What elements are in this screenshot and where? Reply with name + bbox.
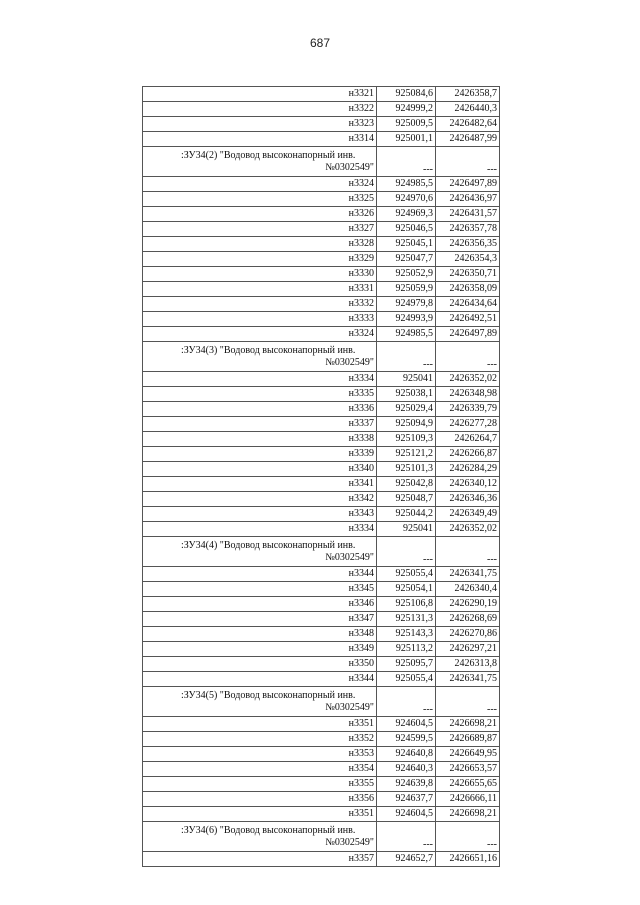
point-id-cell: н3321	[143, 87, 377, 102]
x-coordinate-cell: 925055,4	[377, 567, 436, 582]
section-title-line1: :ЗУ34(2) "Водовод высоконапорный инв.	[181, 149, 356, 161]
point-id-cell: н3352	[143, 732, 377, 747]
y-coordinate-cell: 2426268,69	[436, 612, 500, 627]
point-id-cell: н3346	[143, 597, 377, 612]
coordinates-table	[142, 86, 500, 867]
point-id-cell: н3334	[143, 372, 377, 387]
section-dash-x: ---	[377, 687, 436, 717]
point-id-cell: н3345	[143, 582, 377, 597]
y-coordinate-cell: 2426653,57	[436, 762, 500, 777]
y-coordinate-cell: 2426651,16	[436, 852, 500, 867]
y-coordinate-cell: 2426698,21	[436, 717, 500, 732]
point-id-cell: н3326	[143, 207, 377, 222]
section-dash-x: ---	[377, 342, 436, 372]
section-title	[143, 342, 377, 372]
x-coordinate-cell: 924999,2	[377, 102, 436, 117]
table-row	[143, 222, 500, 237]
point-id-cell: н3351	[143, 717, 377, 732]
table-row	[143, 252, 500, 267]
section-dash-x: ---	[377, 822, 436, 852]
point-id-cell: н3335	[143, 387, 377, 402]
table-row	[143, 177, 500, 192]
section-title-line1: :ЗУ34(6) "Водовод высоконапорный инв.	[181, 824, 356, 836]
x-coordinate-cell: 925143,3	[377, 627, 436, 642]
table-row	[143, 492, 500, 507]
y-coordinate-cell: 2426440,3	[436, 102, 500, 117]
section-header-row	[143, 342, 500, 372]
x-coordinate-cell: 925059,9	[377, 282, 436, 297]
x-coordinate-cell: 925047,7	[377, 252, 436, 267]
table-row	[143, 417, 500, 432]
section-dash-y: ---	[436, 822, 500, 852]
point-id-cell: н3332	[143, 297, 377, 312]
table-row	[143, 297, 500, 312]
x-coordinate-cell: 925048,7	[377, 492, 436, 507]
point-id-cell: н3337	[143, 417, 377, 432]
point-id-cell: н3327	[143, 222, 377, 237]
table-row	[143, 237, 500, 252]
x-coordinate-cell: 924979,8	[377, 297, 436, 312]
section-title	[143, 687, 377, 717]
point-id-cell: н3331	[143, 282, 377, 297]
x-coordinate-cell: 925041	[377, 522, 436, 537]
table-row	[143, 582, 500, 597]
table-row	[143, 117, 500, 132]
x-coordinate-cell: 924985,5	[377, 327, 436, 342]
x-coordinate-cell: 925041	[377, 372, 436, 387]
x-coordinate-cell: 925052,9	[377, 267, 436, 282]
point-id-cell: н3349	[143, 642, 377, 657]
y-coordinate-cell: 2426649,95	[436, 747, 500, 762]
table-row	[143, 387, 500, 402]
y-coordinate-cell: 2426348,98	[436, 387, 500, 402]
table-row	[143, 792, 500, 807]
table-row	[143, 372, 500, 387]
point-id-cell: н3343	[143, 507, 377, 522]
page-number: 687	[309, 36, 331, 50]
y-coordinate-cell: 2426436,97	[436, 192, 500, 207]
table-row	[143, 807, 500, 822]
table-row	[143, 207, 500, 222]
section-title-line2: №0302549"	[325, 701, 374, 713]
table-row	[143, 267, 500, 282]
x-coordinate-cell: 924599,5	[377, 732, 436, 747]
y-coordinate-cell: 2426434,64	[436, 297, 500, 312]
section-dash-x: ---	[377, 537, 436, 567]
x-coordinate-cell: 924640,3	[377, 762, 436, 777]
x-coordinate-cell: 925009,5	[377, 117, 436, 132]
y-coordinate-cell: 2426431,57	[436, 207, 500, 222]
point-id-cell: н3351	[143, 807, 377, 822]
section-title-line2: №0302549"	[325, 551, 374, 563]
table-row	[143, 282, 500, 297]
y-coordinate-cell: 2426297,21	[436, 642, 500, 657]
point-id-cell: н3325	[143, 192, 377, 207]
y-coordinate-cell: 2426290,19	[436, 597, 500, 612]
x-coordinate-cell: 924969,3	[377, 207, 436, 222]
y-coordinate-cell: 2426689,87	[436, 732, 500, 747]
y-coordinate-cell: 2426313,8	[436, 657, 500, 672]
point-id-cell: н3338	[143, 432, 377, 447]
point-id-cell: н3353	[143, 747, 377, 762]
table-row	[143, 192, 500, 207]
x-coordinate-cell: 925131,3	[377, 612, 436, 627]
point-id-cell: н3357	[143, 852, 377, 867]
section-title	[143, 822, 377, 852]
y-coordinate-cell: 2426341,75	[436, 672, 500, 687]
coordinates-table-body	[143, 87, 500, 867]
y-coordinate-cell: 2426339,79	[436, 402, 500, 417]
x-coordinate-cell: 925106,8	[377, 597, 436, 612]
table-row	[143, 642, 500, 657]
x-coordinate-cell: 925095,7	[377, 657, 436, 672]
point-id-cell: н3344	[143, 567, 377, 582]
table-row	[143, 477, 500, 492]
section-header-row	[143, 537, 500, 567]
table-row	[143, 132, 500, 147]
y-coordinate-cell: 2426349,49	[436, 507, 500, 522]
section-dash-x: ---	[377, 147, 436, 177]
y-coordinate-cell: 2426666,11	[436, 792, 500, 807]
section-title-line2: №0302549"	[325, 161, 374, 173]
point-id-cell: н3328	[143, 237, 377, 252]
point-id-cell: н3324	[143, 327, 377, 342]
x-coordinate-cell: 925084,6	[377, 87, 436, 102]
section-title-line2: №0302549"	[325, 836, 374, 848]
section-header-row	[143, 687, 500, 717]
x-coordinate-cell: 924985,5	[377, 177, 436, 192]
table-row	[143, 597, 500, 612]
y-coordinate-cell: 2426487,99	[436, 132, 500, 147]
table-row	[143, 672, 500, 687]
x-coordinate-cell: 925001,1	[377, 132, 436, 147]
section-dash-y: ---	[436, 537, 500, 567]
x-coordinate-cell: 924993,9	[377, 312, 436, 327]
point-id-cell: н3341	[143, 477, 377, 492]
x-coordinate-cell: 924640,8	[377, 747, 436, 762]
x-coordinate-cell: 925042,8	[377, 477, 436, 492]
x-coordinate-cell: 925054,1	[377, 582, 436, 597]
point-id-cell: н3322	[143, 102, 377, 117]
x-coordinate-cell: 925121,2	[377, 447, 436, 462]
x-coordinate-cell: 925113,2	[377, 642, 436, 657]
point-id-cell: н3342	[143, 492, 377, 507]
section-title-line1: :ЗУ34(5) "Водовод высоконапорный инв.	[181, 689, 356, 701]
point-id-cell: н3355	[143, 777, 377, 792]
x-coordinate-cell: 924604,5	[377, 717, 436, 732]
y-coordinate-cell: 2426497,89	[436, 177, 500, 192]
table-row	[143, 732, 500, 747]
y-coordinate-cell: 2426340,12	[436, 477, 500, 492]
y-coordinate-cell: 2426482,64	[436, 117, 500, 132]
table-row	[143, 777, 500, 792]
y-coordinate-cell: 2426655,65	[436, 777, 500, 792]
point-id-cell: н3334	[143, 522, 377, 537]
y-coordinate-cell: 2426346,36	[436, 492, 500, 507]
table-row	[143, 747, 500, 762]
table-row	[143, 447, 500, 462]
section-dash-y: ---	[436, 147, 500, 177]
point-id-cell: н3324	[143, 177, 377, 192]
table-row	[143, 402, 500, 417]
table-row	[143, 567, 500, 582]
point-id-cell: н3330	[143, 267, 377, 282]
table-row	[143, 102, 500, 117]
x-coordinate-cell: 925045,1	[377, 237, 436, 252]
point-id-cell: н3329	[143, 252, 377, 267]
y-coordinate-cell: 2426356,35	[436, 237, 500, 252]
table-row	[143, 522, 500, 537]
point-id-cell: н3344	[143, 672, 377, 687]
section-title-line1: :ЗУ34(4) "Водовод высоконапорный инв.	[181, 539, 356, 551]
x-coordinate-cell: 924639,8	[377, 777, 436, 792]
section-dash-y: ---	[436, 342, 500, 372]
y-coordinate-cell: 2426492,51	[436, 312, 500, 327]
y-coordinate-cell: 2426350,71	[436, 267, 500, 282]
table-row	[143, 312, 500, 327]
table-row	[143, 852, 500, 867]
point-id-cell: н3314	[143, 132, 377, 147]
x-coordinate-cell: 925101,3	[377, 462, 436, 477]
point-id-cell: н3347	[143, 612, 377, 627]
table-row	[143, 627, 500, 642]
y-coordinate-cell: 2426284,29	[436, 462, 500, 477]
y-coordinate-cell: 2426270,86	[436, 627, 500, 642]
table-row	[143, 717, 500, 732]
y-coordinate-cell: 2426352,02	[436, 372, 500, 387]
table-row	[143, 432, 500, 447]
point-id-cell: н3339	[143, 447, 377, 462]
x-coordinate-cell: 924652,7	[377, 852, 436, 867]
y-coordinate-cell: 2426352,02	[436, 522, 500, 537]
table-row	[143, 87, 500, 102]
table-row	[143, 612, 500, 627]
x-coordinate-cell: 924637,7	[377, 792, 436, 807]
x-coordinate-cell: 925094,9	[377, 417, 436, 432]
point-id-cell: н3348	[143, 627, 377, 642]
y-coordinate-cell: 2426266,87	[436, 447, 500, 462]
y-coordinate-cell: 2426277,28	[436, 417, 500, 432]
y-coordinate-cell: 2426341,75	[436, 567, 500, 582]
section-header-row	[143, 147, 500, 177]
y-coordinate-cell: 2426358,09	[436, 282, 500, 297]
section-title	[143, 537, 377, 567]
point-id-cell: н3356	[143, 792, 377, 807]
y-coordinate-cell: 2426357,78	[436, 222, 500, 237]
x-coordinate-cell: 925046,5	[377, 222, 436, 237]
table-row	[143, 507, 500, 522]
y-coordinate-cell: 2426264,7	[436, 432, 500, 447]
section-header-row	[143, 822, 500, 852]
section-title-line1: :ЗУ34(3) "Водовод высоконапорный инв.	[181, 344, 356, 356]
x-coordinate-cell: 924970,6	[377, 192, 436, 207]
point-id-cell: н3354	[143, 762, 377, 777]
x-coordinate-cell: 925109,3	[377, 432, 436, 447]
point-id-cell: н3340	[143, 462, 377, 477]
y-coordinate-cell: 2426340,4	[436, 582, 500, 597]
section-title	[143, 147, 377, 177]
table-row	[143, 762, 500, 777]
x-coordinate-cell: 925038,1	[377, 387, 436, 402]
x-coordinate-cell: 924604,5	[377, 807, 436, 822]
section-dash-y: ---	[436, 687, 500, 717]
y-coordinate-cell: 2426698,21	[436, 807, 500, 822]
table-row	[143, 657, 500, 672]
y-coordinate-cell: 2426497,89	[436, 327, 500, 342]
section-title-line2: №0302549"	[325, 356, 374, 368]
point-id-cell: н3323	[143, 117, 377, 132]
point-id-cell: н3350	[143, 657, 377, 672]
x-coordinate-cell: 925029,4	[377, 402, 436, 417]
table-row	[143, 327, 500, 342]
point-id-cell: н3333	[143, 312, 377, 327]
y-coordinate-cell: 2426354,3	[436, 252, 500, 267]
table-row	[143, 462, 500, 477]
point-id-cell: н3336	[143, 402, 377, 417]
x-coordinate-cell: 925055,4	[377, 672, 436, 687]
x-coordinate-cell: 925044,2	[377, 507, 436, 522]
y-coordinate-cell: 2426358,7	[436, 87, 500, 102]
